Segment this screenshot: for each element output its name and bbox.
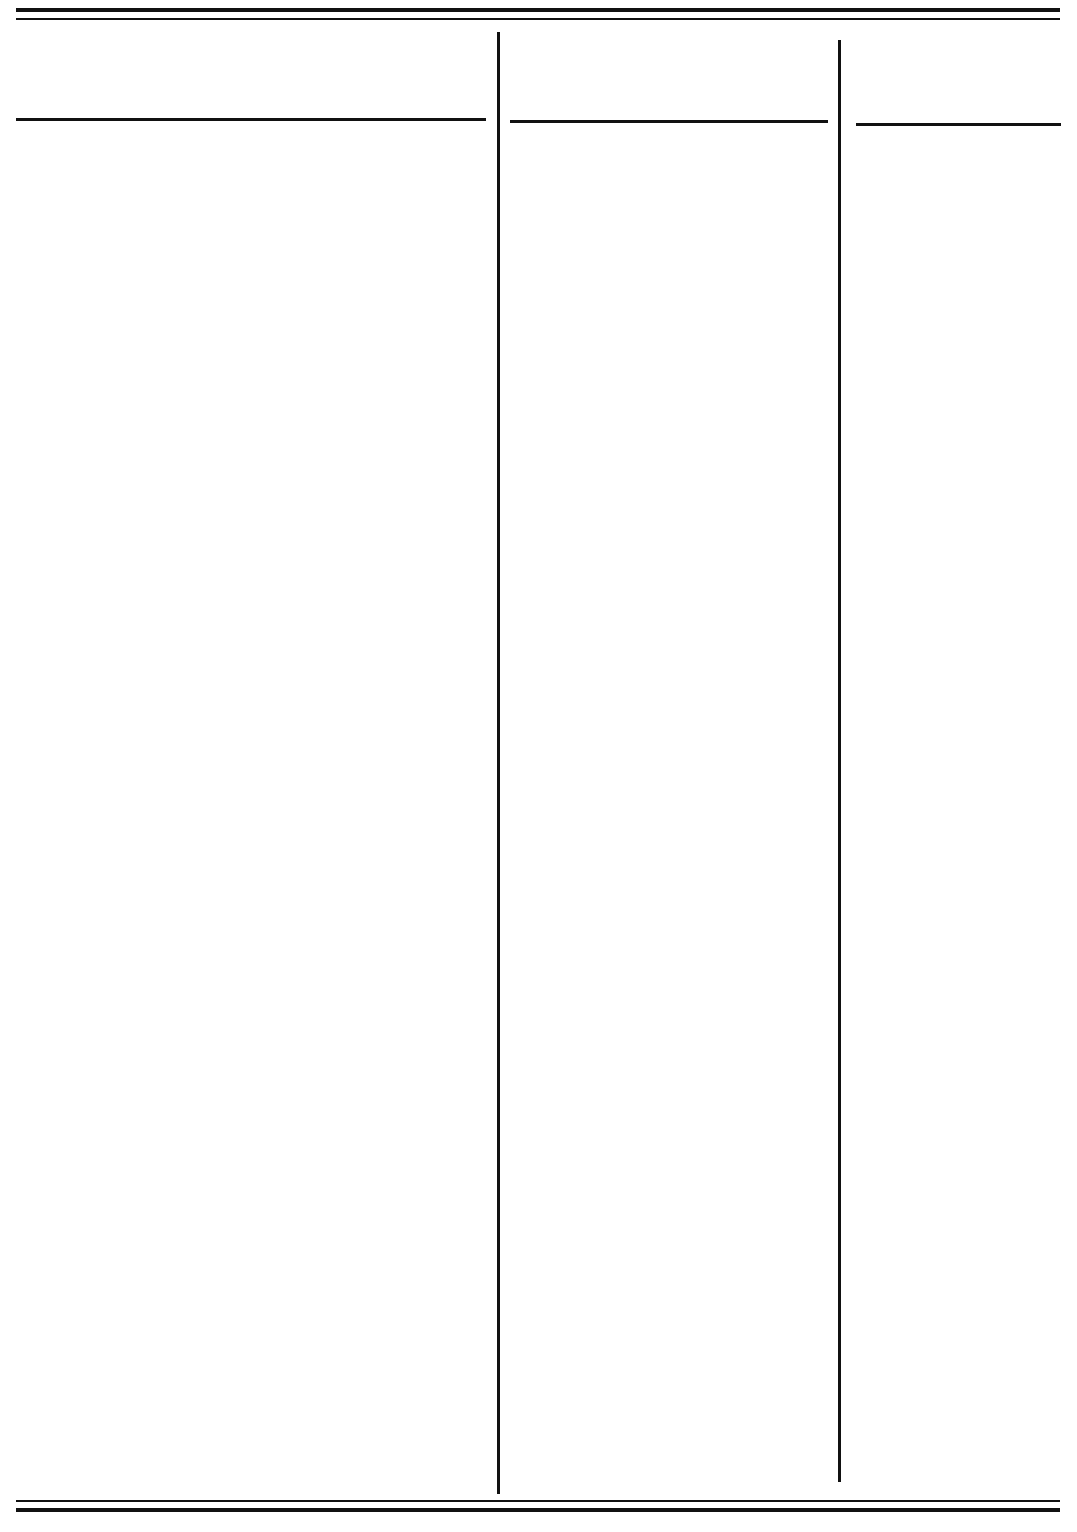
column-divider-right — [838, 40, 841, 1482]
bottom-rule-thick — [16, 1508, 1060, 1512]
column-divider-left — [497, 32, 500, 1494]
header-underline-pesetas — [856, 123, 1061, 126]
top-rule-thick — [16, 8, 1060, 12]
top-rule-thin — [16, 18, 1060, 20]
header-underline-partida — [510, 120, 828, 123]
bottom-rule-thin — [16, 1500, 1060, 1502]
header-underline-producto — [16, 118, 486, 121]
